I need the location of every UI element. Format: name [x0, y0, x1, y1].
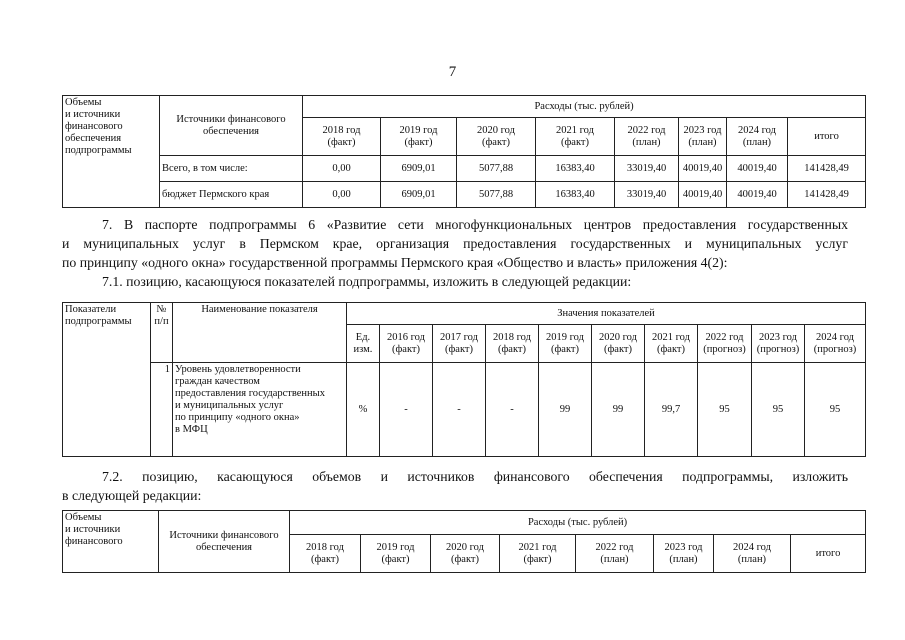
table1-cell: 16383,40 — [536, 156, 615, 182]
table3-year-header: 2023 год (план) — [654, 535, 714, 573]
table1-total-header: итого — [788, 118, 866, 156]
table1-year-header: 2024 год (план) — [727, 118, 788, 156]
table1-year-header: 2023 год (план) — [679, 118, 727, 156]
table1-cell: 6909,01 — [381, 182, 457, 208]
table1-year-header: 2018 год (факт) — [303, 118, 381, 156]
table1-cell: 40019,40 — [679, 182, 727, 208]
table2-cell: 99 — [592, 363, 645, 457]
table1-cell: 5077,88 — [457, 182, 536, 208]
table2-unit: % — [347, 363, 380, 457]
table1-cell: 40019,40 — [679, 156, 727, 182]
table1-year-header: 2022 год (план) — [615, 118, 679, 156]
table1-year-header: 2019 год (факт) — [381, 118, 457, 156]
table2-indicator-name: Уровень удовлетворенности граждан качеством предоставления государственных и муниципальных услуг по принципу «одного окна» в МФЦ — [173, 363, 347, 457]
table2-year-header: 2024 год (прогноз) — [805, 325, 866, 363]
table1-cell: 16383,40 — [536, 182, 615, 208]
table2-cell: 95 — [698, 363, 752, 457]
table1-row-label: Объемы и источники финансового обеспечения подпрограммы — [63, 96, 160, 208]
table2-year-header: 2022 год (прогноз) — [698, 325, 752, 363]
table3-year-header: 2020 год (факт) — [431, 535, 500, 573]
paragraph-line: по принципу «одного окна» государственной программы Пермского края «Общество и власть» приложения 4(2): — [62, 255, 728, 270]
table1-cell: 33019,40 — [615, 156, 679, 182]
table3-year-header: 2021 год (факт) — [500, 535, 576, 573]
table1-cell: 0,00 — [303, 156, 381, 182]
table1-row-label-total: Всего, в том числе: — [160, 156, 303, 182]
table3-expenses-header: Расходы (тыс. рублей) — [290, 511, 866, 535]
table2-year-header: 2019 год (факт) — [539, 325, 592, 363]
table2-num-header: № п/п — [151, 303, 173, 363]
table1-cell: 40019,40 — [727, 156, 788, 182]
table1-cell: 33019,40 — [615, 182, 679, 208]
table2-cell: 99 — [539, 363, 592, 457]
table2-year-header: 2017 год (факт) — [433, 325, 486, 363]
paragraph-line: 7.1. позицию, касающуюся показателей подпрограммы, изложить в следующей редакции: — [102, 274, 632, 289]
table1-cell: 6909,01 — [381, 156, 457, 182]
table2-cell: - — [433, 363, 486, 457]
table1-cell: 5077,88 — [457, 156, 536, 182]
paragraph-line: и муниципальных услуг в Пермском крае, организация предоставления государственных и муниципальных услуг — [62, 236, 848, 251]
table3-total-header: итого — [791, 535, 866, 573]
table3-year-header: 2024 год (план) — [714, 535, 791, 573]
table2-unit-header: Ед. изм. — [347, 325, 380, 363]
table1-cell: 141428,49 — [788, 182, 866, 208]
table1-row-label-budget: бюджет Пермского края — [160, 182, 303, 208]
table2-cell: 95 — [805, 363, 866, 457]
table2-cell: 95 — [752, 363, 805, 457]
table1-sources-header: Источники финансового обеспечения — [160, 96, 303, 156]
table2-name-header: Наименование показателя — [173, 303, 347, 363]
paragraph-7 — [62, 215, 848, 291]
table2-cell: - — [486, 363, 539, 457]
table2-year-header: 2020 год (факт) — [592, 325, 645, 363]
table1-year-header: 2021 год (факт) — [536, 118, 615, 156]
financing-table-2 — [62, 510, 866, 573]
table2-year-header: 2018 год (факт) — [486, 325, 539, 363]
paragraph-7-2 — [62, 467, 848, 505]
table3-year-header: 2022 год (план) — [576, 535, 654, 573]
table2-values-header: Значения показателей — [347, 303, 866, 325]
financing-table-1 — [62, 95, 866, 208]
table2-cell: 99,7 — [645, 363, 698, 457]
table1-year-header: 2020 год (факт) — [457, 118, 536, 156]
paragraph-line: 7. В паспорте подпрограммы 6 «Развитие сети многофункциональных центров предоставления государственных — [102, 217, 848, 232]
table2-indicators-label: Показатели подпрограммы — [63, 303, 151, 457]
page-number: 7 — [448, 64, 457, 80]
table2-cell: - — [380, 363, 433, 457]
table3-row-label: Объемы и источники финансового — [63, 511, 159, 573]
table1-cell: 0,00 — [303, 182, 381, 208]
table1-cell: 141428,49 — [788, 156, 866, 182]
table3-sources-header: Источники финансового обеспечения — [159, 511, 290, 573]
table2-row-num: 1 — [151, 363, 173, 457]
table1-expenses-header: Расходы (тыс. рублей) — [303, 96, 866, 118]
paragraph-line: в следующей редакции: — [62, 488, 202, 503]
table1-cell: 40019,40 — [727, 182, 788, 208]
table2-year-header: 2021 год (факт) — [645, 325, 698, 363]
table2-year-header: 2016 год (факт) — [380, 325, 433, 363]
table3-year-header: 2018 год (факт) — [290, 535, 361, 573]
indicators-table — [62, 302, 866, 457]
table3-year-header: 2019 год (факт) — [361, 535, 431, 573]
paragraph-line: 7.2. позицию, касающуюся объемов и источников финансового обеспечения подпрограммы, изложить — [102, 469, 848, 484]
table2-year-header: 2023 год (прогноз) — [752, 325, 805, 363]
